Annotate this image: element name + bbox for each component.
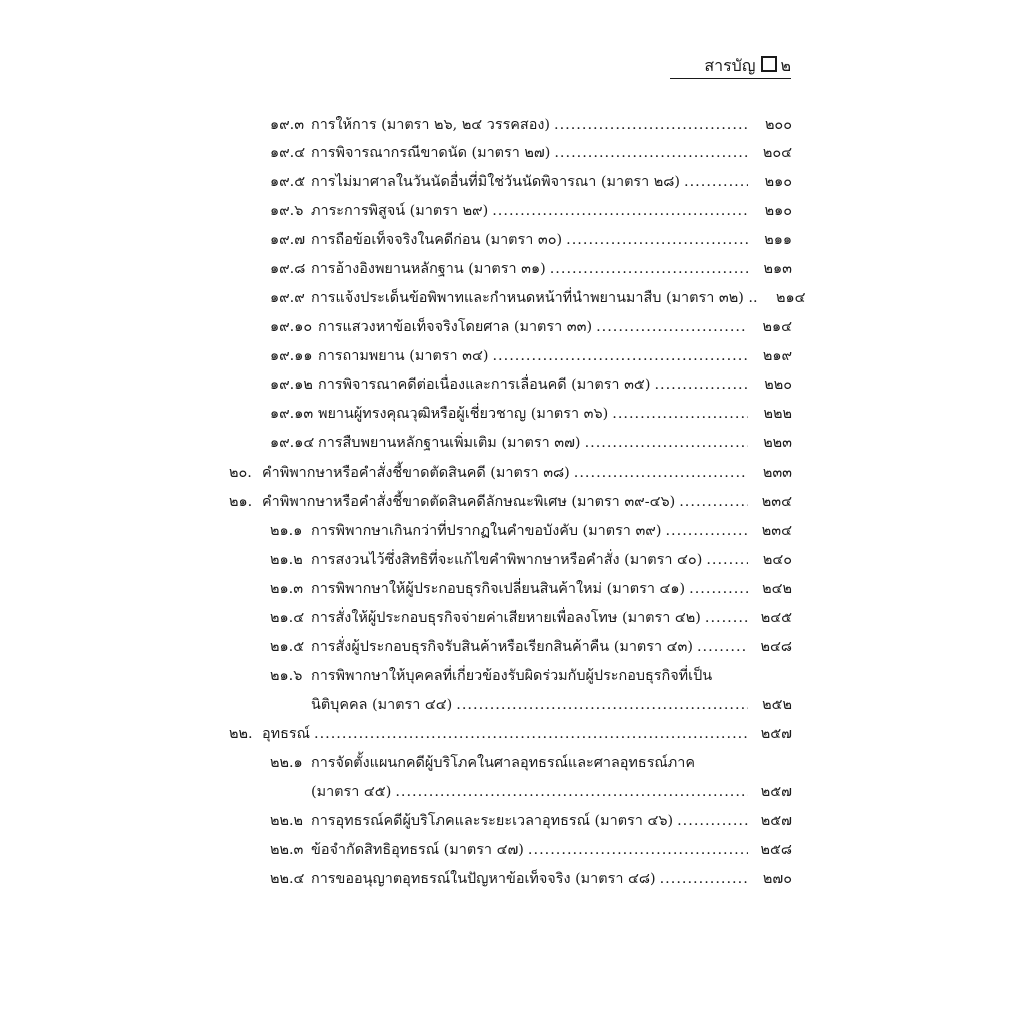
toc-entry-number: ๒๑.๓	[270, 581, 304, 597]
toc-entry-title: นิติบุคคล (มาตรา ๔๔)	[311, 697, 453, 713]
toc-entry-title: การพิพากษาให้ผู้ประกอบธุรกิจเปลี่ยนสินค้าใหม่ (มาตรา ๔๑)	[311, 581, 686, 597]
toc-entry-title: คำพิพากษาหรือคำสั่งชี้ขาดตัดสินคดีลักษณะพิเศษ (มาตรา ๓๙-๔๖)	[262, 494, 676, 510]
toc-entry-number: ๒๒.๔	[270, 871, 305, 887]
toc-entry[interactable]	[270, 113, 792, 137]
toc-entry-number: ๒๑.๑	[270, 523, 303, 539]
toc-entry-page: ๒๒๓	[763, 435, 792, 451]
toc-entry[interactable]	[270, 431, 792, 455]
dot-leader	[395, 780, 748, 804]
toc-entry[interactable]	[270, 257, 792, 281]
toc-entry[interactable]	[229, 461, 792, 485]
toc-entry-title: ภาระการพิสูจน์ (มาตรา ๒๙)	[311, 203, 489, 219]
toc-entry-title: การให้การ (มาตรา ๒๖, ๒๔ วรรคสอง)	[311, 117, 550, 133]
toc-entry[interactable]	[270, 867, 792, 891]
toc-entry[interactable]	[270, 344, 792, 368]
dot-leader	[585, 431, 748, 455]
toc-entry-page: ๒๔๐	[762, 552, 792, 568]
toc-entry-number: ๑๙.๖	[270, 203, 304, 219]
toc-entry-title: การอ้างอิงพยานหลักฐาน (มาตรา ๓๑)	[311, 261, 546, 277]
toc-entry-number: ๒๑.๖	[270, 668, 303, 684]
toc-entry-number: ๑๙.๔	[270, 145, 306, 161]
toc-entry-number: ๑๙.๑๓	[270, 406, 314, 422]
toc-entry-page: ๒๑๔	[776, 290, 806, 306]
dot-leader	[492, 199, 748, 223]
toc-entry[interactable]	[270, 228, 792, 252]
toc-entry[interactable]	[270, 170, 792, 194]
toc-entry-page: ๒๓๔	[761, 494, 792, 510]
toc-entry[interactable]	[270, 373, 792, 397]
dot-leader	[705, 606, 748, 630]
toc-entry-page: ๒๑๔	[762, 319, 792, 335]
toc-entry-page: ๒๔๒	[762, 581, 792, 597]
header-rule	[670, 78, 791, 79]
dot-leader	[684, 170, 748, 194]
toc-entry[interactable]	[270, 838, 792, 862]
toc-entry-title: การแจ้งประเด็นข้อพิพาทและกำหนดหน้าที่นำพยานมาสืบ (มาตรา ๓๒) ..	[311, 290, 758, 306]
toc-entry[interactable]	[270, 548, 792, 572]
toc-entry-page: ๒๑๙	[762, 348, 792, 364]
dot-leader	[654, 373, 748, 397]
toc-entry-title: การถือข้อเท็จจริงในคดีก่อน (มาตรา ๓๐)	[311, 232, 563, 248]
running-header	[670, 54, 791, 78]
toc-entry-page: ๒๑๓	[763, 261, 792, 277]
toc-entry-title: การไม่มาศาลในวันนัดอื่นที่มิใช่วันนัดพิจารณา (มาตรา ๒๘)	[311, 174, 681, 190]
dot-leader	[706, 548, 748, 572]
square-bullet-icon	[761, 56, 777, 72]
dot-leader	[554, 113, 748, 137]
toc-entry[interactable]	[270, 519, 792, 543]
toc-entry[interactable]	[229, 490, 792, 514]
dot-leader	[528, 838, 748, 862]
toc-entry-title: คำพิพากษาหรือคำสั่งชี้ขาดตัดสินคดี (มาตรา ๓๘)	[262, 465, 570, 481]
toc-entry-title: พยานผู้ทรงคุณวุฒิหรือผู้เชี่ยวชาญ (มาตรา ๓๖)	[318, 406, 609, 422]
toc-entry-number: ๒๑.	[229, 494, 253, 510]
toc-entry-number: ๑๙.๑๔	[270, 435, 315, 451]
toc-entry[interactable]	[270, 286, 806, 310]
toc-entry-title: การถามพยาน (มาตรา ๓๔)	[318, 348, 489, 364]
toc-entry-number: ๒๒.๑	[270, 755, 303, 771]
toc-entry-number: ๒๑.๕	[270, 639, 305, 655]
dot-leader	[456, 693, 748, 717]
toc-entry-number: ๒๐.	[229, 465, 252, 481]
toc-entry-title: การสงวนไว้ซึ่งสิทธิที่จะแก้ไขคำพิพากษาหรือคำสั่ง (มาตรา ๔๐)	[311, 552, 703, 568]
toc-entry-number: ๑๙.๙	[270, 290, 305, 306]
toc-entry[interactable]	[270, 402, 792, 426]
dot-leader	[574, 461, 748, 485]
dot-leader	[612, 402, 748, 426]
header-title: สารบัญ	[704, 56, 756, 75]
toc-entry[interactable]	[270, 606, 792, 630]
toc-entry-number: ๒๑.๔	[270, 610, 305, 626]
toc-entry-title: การแสวงหาข้อเท็จจริงโดยศาล (มาตรา ๓๓)	[318, 319, 593, 335]
header-page-number: ๒	[780, 56, 791, 75]
toc-entry-title: การสืบพยานหลักฐานเพิ่มเติม (มาตรา ๓๗)	[318, 435, 581, 451]
toc-entry-title: (มาตรา ๔๕)	[311, 784, 392, 800]
toc-entry[interactable]	[270, 141, 792, 165]
toc-entry-title: การจัดตั้งแผนกคดีผู้บริโภคในศาลอุทธรณ์และศาลอุทธรณ์ภาค	[311, 755, 695, 771]
toc-entry-title: การสั่งให้ผู้ประกอบธุรกิจจ่ายค่าเสียหายเพื่อลงโทษ (มาตรา ๔๒)	[311, 610, 701, 626]
toc-entry[interactable]	[229, 722, 792, 746]
toc-entry-page: ๒๒๐	[764, 377, 792, 393]
toc-entry-page: ๒๔๕	[760, 610, 792, 626]
toc-entry-page: ๒๓๓	[762, 465, 792, 481]
toc-entry-number: ๑๙.๑๐	[270, 319, 313, 335]
toc-entry-title: การพิจารณากรณีขาดนัด (มาตรา ๒๗)	[311, 145, 551, 161]
toc-entry-page: ๒๐๔	[762, 145, 792, 161]
dot-leader	[665, 519, 748, 543]
toc-entry-number: ๒๑.๒	[270, 552, 303, 568]
dot-leader	[689, 577, 748, 601]
dot-leader	[550, 257, 748, 281]
dot-leader	[677, 809, 748, 833]
dot-leader	[566, 228, 748, 252]
toc-entry-page: ๒๕๗	[760, 784, 792, 800]
toc-entry-page: ๒๓๔	[761, 523, 792, 539]
toc-entry-page: ๒๕๒	[762, 697, 792, 713]
toc-entry-number: ๑๙.๗	[270, 232, 306, 248]
toc-entry[interactable]	[270, 751, 792, 775]
dot-leader	[697, 635, 748, 659]
dot-leader	[492, 344, 748, 368]
toc-entry-page: ๒๑๐	[764, 174, 792, 190]
toc-entry-title: การพิจารณาคดีต่อเนื่องและการเลื่อนคดี (มาตรา ๓๕)	[318, 377, 651, 393]
toc-entry[interactable]	[270, 577, 792, 601]
toc-entry-page: ๒๑๑	[764, 232, 792, 248]
toc-entry[interactable]	[270, 664, 792, 688]
toc-entry-page: ๒๑๐	[764, 203, 792, 219]
dot-leader	[596, 315, 748, 339]
toc-entry-page: ๒๐๐	[764, 117, 792, 133]
toc-entry[interactable]	[270, 809, 792, 833]
toc-entry-title: การพิพากษาให้บุคคลที่เกี่ยวข้องรับผิดร่วมกับผู้ประกอบธุรกิจที่เป็น	[311, 668, 713, 684]
toc-entry-title: อุทธรณ์	[262, 726, 310, 742]
toc-entry-title: การอุทธรณ์คดีผู้บริโภคและระยะเวลาอุทธรณ์ (มาตรา ๔๖)	[311, 813, 674, 829]
toc-entry-page: ๒๗๐	[762, 871, 792, 887]
toc-entry-title: การสั่งผู้ประกอบธุรกิจรับสินค้าหรือเรียกสินค้าคืน (มาตรา ๔๓)	[311, 639, 693, 655]
toc-entry-page: ๒๕๗	[760, 813, 792, 829]
toc-entry[interactable]	[311, 780, 792, 804]
toc-entry-number: ๒๒.	[229, 726, 253, 742]
toc-entry-number: ๒๒.๒	[270, 813, 304, 829]
toc-entry-title: การพิพากษาเกินกว่าที่ปรากฏในคำขอบังคับ (มาตรา ๓๙)	[311, 523, 662, 539]
toc-entry-page: ๒๕๗	[760, 726, 792, 742]
toc-entry-number: ๑๙.๓	[270, 117, 305, 133]
toc-entry[interactable]	[270, 635, 792, 659]
dot-leader	[554, 141, 748, 165]
dot-leader	[314, 722, 748, 746]
toc-entry[interactable]	[270, 199, 792, 223]
toc-entry-number: ๒๒.๓	[270, 842, 304, 858]
toc-entry-page: ๒๔๘	[760, 639, 792, 655]
toc-entry-title: การขออนุญาตอุทธรณ์ในปัญหาข้อเท็จจริง (มาตรา ๔๘)	[311, 871, 656, 887]
toc-entry[interactable]	[270, 315, 792, 339]
toc-entry-number: ๑๙.๘	[270, 261, 306, 277]
toc-entry-number: ๑๙.๑๑	[270, 348, 313, 364]
dot-leader	[679, 490, 748, 514]
toc-entry[interactable]	[311, 693, 792, 717]
toc-entry-number: ๑๙.๕	[270, 174, 306, 190]
toc-entry-page: ๒๒๒	[763, 406, 792, 422]
toc-entry-number: ๑๙.๑๒	[270, 377, 313, 393]
dot-leader	[660, 867, 748, 891]
toc-entry-title: ข้อจำกัดสิทธิอุทธรณ์ (มาตรา ๔๗)	[311, 842, 524, 858]
toc-entry-page: ๒๕๘	[760, 842, 792, 858]
